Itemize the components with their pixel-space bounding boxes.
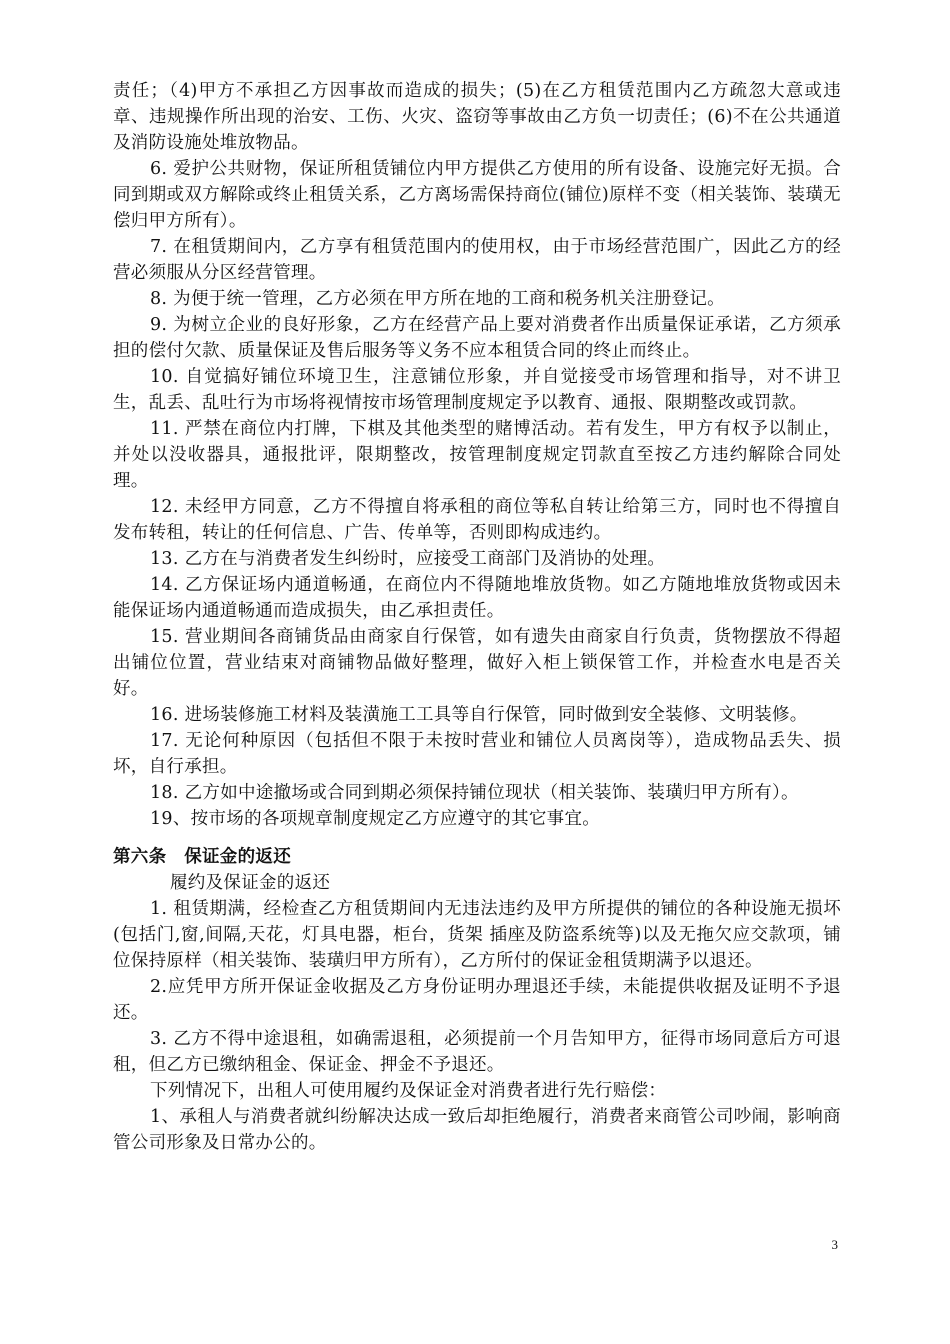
deposit-return-item-2: 2.应凭甲方所开保证金收据及乙方身份证明办理退还手续，未能提供收据及证明不予退还。 [113, 977, 841, 1023]
clause-16: 16. 进场装修施工材料及装潢施工工具等自行保管，同时做到安全装修、文明装修。 [150, 705, 808, 725]
clause-18: 18. 乙方如中途撤场或合同到期必须保持铺位现状（相关装饰、装璜归甲方所有）。 [150, 783, 799, 803]
clause-19: 19、按市场的各项规章制度规定乙方应遵守的其它事宜。 [150, 809, 601, 829]
section-subheading: 履约及保证金的返还 [170, 873, 331, 893]
clause-15: 15. 营业期间各商铺货品由商家自行保管，如有遗失由商家自行负责，货物摆放不得超出铺位位置，营业结束对商铺物品做好整理，做好入柜上锁保管工作，并检查水电是否关好。 [113, 627, 841, 699]
clause-10: 10. 自觉搞好铺位环境卫生，注意铺位形象，并自觉接受市场管理和指导，对不讲卫生，乱丢、乱吐行为市场将视情按市场管理制度规定予以教育、通报、限期整改或罚款。 [113, 367, 841, 413]
clause-7: 7. 在租赁期间内，乙方享有租赁范围内的使用权，由于市场经营范围广，因此乙方的经营必须服从分区经营管理。 [113, 237, 841, 283]
clause-17: 17. 无论何种原因（包括但不限于未按时营业和铺位人员离岗等），造成物品丢失、损坏，自行承担。 [113, 731, 841, 777]
section-heading: 第六条 保证金的返还 [113, 847, 291, 867]
clause-11: 11. 严禁在商位内打牌，下棋及其他类型的赌博活动。若有发生，甲方有权予以制止，并处以没收器具，通报批评，限期整改，按管理制度规定罚款直至按乙方违约解除合同处理。 [113, 419, 841, 491]
clause-12: 12. 未经甲方同意，乙方不得擅自将承租的商位等私自转让给第三方，同时也不得擅自发布转租，转让的任何信息、广告、传单等，否则即构成违约。 [113, 497, 841, 543]
paragraph-liability-continued: 责任；（4)甲方不承担乙方因事故而造成的损失；(5)在乙方租赁范围内乙方疏忽大意或违章、违规操作所出现的治安、工伤、火灾、盗窃等事故由乙方负一切责任；(6)不在公共通道及消防设施处堆放物品。 [113, 81, 841, 153]
clause-13: 13. 乙方在与消费者发生纠纷时，应接受工商部门及消协的处理。 [150, 549, 666, 569]
compensation-intro: 下列情况下，出租人可使用履约及保证金对消费者进行先行赔偿： [150, 1081, 667, 1101]
clause-6: 6. 爱护公共财物，保证所租赁铺位内甲方提供乙方使用的所有设备、设施完好无损。合同到期或双方解除或终止租赁关系，乙方离场需保持商位(铺位)原样不变（相关装饰、装璜无偿归甲方所有）。 [113, 159, 841, 231]
clause-14: 14. 乙方保证场内通道畅通，在商位内不得随地堆放货物。如乙方随地堆放货物或因未能保证场内通道畅通而造成损失，由乙承担责任。 [113, 575, 841, 621]
page-number: 3 [831, 1237, 838, 1252]
compensation-item-1: 1、承租人与消费者就纠纷解决达成一致后却拒绝履行，消费者来商管公司吵闹，影响商管公司形象及日常办公的。 [113, 1107, 841, 1153]
clause-9: 9. 为树立企业的良好形象，乙方在经营产品上要对消费者作出质量保证承诺，乙方须承担的偿付欠款、质量保证及售后服务等义务不应本租赁合同的终止而终止。 [113, 315, 841, 361]
deposit-return-item-1: 1. 租赁期满，经检查乙方租赁期间内无违法违约及甲方所提供的铺位的各种设施无损坏(包括门,窗,间隔,天花，灯具电器，柜台，货架 插座及防盗系统等)以及无拖欠应交款项，铺位保持原样（相关装饰、装璜归甲方所有），乙方所付的保证金租赁期满予以退还。 [113, 899, 841, 971]
document-body [113, 78, 841, 1156]
deposit-return-item-3: 3. 乙方不得中途退租，如确需退租，必须提前一个月告知甲方，征得市场同意后方可退租，但乙方已缴纳租金、保证金、押金不予退还。 [113, 1029, 841, 1075]
clause-8: 8. 为便于统一管理，乙方必须在甲方所在地的工商和税务机关注册登记。 [150, 289, 725, 309]
